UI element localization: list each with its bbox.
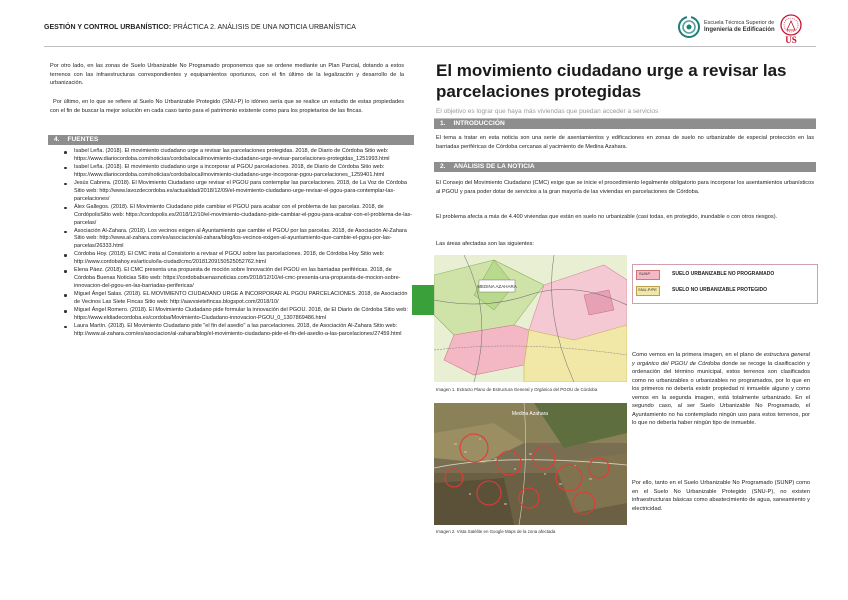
reference-item: Miguel Ángel Salas. (2018). EL MOVIMIENTO CIUDADANO URGE A INCORPORAR AL PGOU PARCELACIONES. 2018, de Asociación de Vecinos Las Siete Fincas Sitio web: http://aavvsietefincas.blogspot.com/2018/10/ (62, 291, 414, 307)
reference-item: Isabel Leña. (2018). El movimiento ciudadano urge a incorporar al PGOU parcelaciones. 2018, de Diario de Córdoba Sitio web: https://www.diariocordoba.com/noticias/cordobalocal/movimiento-ciudadano-urge-incorporar-pgou-parcelaciones_1259401.html (62, 164, 414, 180)
pgou-plan-drawing (434, 255, 627, 382)
legend-label: SUELO URBANIZABLE NO PROGRAMADO (672, 271, 775, 277)
analysis-paragraph-2: El problema afecta a más de 4.400 viviendas que están en suelo no urbanizable (casi todas, en protegido, inundable o con otros riesgos). (436, 214, 778, 220)
caption-image-1: Imagen 1. Extracto Plano de Estructura General y Orgánica del PGOU de Córdoba (436, 387, 598, 392)
section-title: ANÁLISIS DE LA NOTICIA (453, 163, 535, 170)
legend-code: SUNP (639, 271, 651, 276)
side-paragraph-1: Como vemos en la primera imagen, en el plano de estructura general y orgánico del PGOU de Córdoba donde se recoge la clasificación y ordenación del término municipal, estos terrenos son clasificados como no urbanizables o urbanizables no programados, por lo que en los primeros no debería existir propiedad ni inmueble alguno y como vemos en la segunda imagen, está totalmente urbanizado. En el segundo caso, al ser Suelo Urbanizable No Programado, el Ayuntamiento no ha contemplado ningún uso para estos terrenos, por lo que no debería haber ningún tipo de inmueble. (632, 352, 810, 427)
map-legend (632, 264, 816, 304)
reference-item: Álex Gallegos. (2018). El Movimiento Ciudadano pide cambiar el PGOU para acabar con el problema de las parcelas. 2018, de CordópolisSitio web: https://cordopolis.es/2018/12/10/el-movimiento-ciudadano-pide-cambiar-el-pgou-para-acabar-con-el-problema-de-las-parcelas/ (62, 204, 414, 228)
satellite-map (434, 403, 627, 525)
header-rule (44, 46, 816, 47)
reference-item: Asociación Al-Zahara. (2018). Los vecinos exigen al Ayuntamiento que cambie el PGOU por las parcelas. 2018, de Asociación Al-Zahara Sitio web: http://www.al-zahara.com/es/asociacion/al-zahara/blog/los-vecinos-exigen-al-ayuntamiento-que-cambie-el-pgou-por-las-parcelas/26333.html (62, 228, 414, 252)
analysis-paragraph-1: El Consejo del Movimiento Ciudadano (CMC) exige que se inicie el procedimiento legalmente obligatorio para incorporar los asentamientos urbanísticos al PGOU y para poder dotar de servicios a la gran mayoría de las viviendas en parcelaciones de Córdoba. (436, 180, 814, 195)
section-number: 4. (54, 136, 60, 143)
school-logo-icon (678, 16, 700, 38)
map1-label: MEDINA AZAHARA (477, 284, 517, 289)
section-number: 2. (440, 163, 446, 170)
reference-item: Isabel Leña. (2018). El movimiento ciudadano urge a revisar las parcelaciones protegidas. 2018, de Diario de Córdoba Sitio web: https://www.diariocordoba.com/noticias/cordobalocal/movimiento-ciudadano-urge-revisar-parcelaciones-protegidas_1251993.html (62, 148, 414, 164)
references-list (62, 148, 414, 339)
section-header-analysis (434, 162, 816, 172)
legend-code: SNU-P/PE (638, 287, 657, 292)
section-header-sources (48, 135, 414, 145)
reference-item: Elena Páez. (2018). El CMC presenta una propuesta de moción sobre Innovación del PGOU en las barriadas periféricas. 2018, de Córdoba Buenas Noticias Sitio web: https://cordobabuenasnoticias.com/2018/12/10/el-cmc-presenta-una-propuesta-de-mocion-sobre-innovacion-del-pgou-en-las-barriadas-perifericas/ (62, 267, 414, 291)
article-subtitle: El objetivo es lograr que haya más viviendas que puedan acceder a servicios (436, 108, 659, 115)
legend-label: SUELO NO URBANIZABLE PROTEGIDO (672, 287, 768, 293)
satellite-drawing (434, 403, 627, 525)
school-name: Escuela Técnica Superior de Ingeniería de Edificación (704, 20, 775, 33)
green-side-marker (412, 285, 434, 315)
reference-item: Jesús Cabrera. (2018). El Movimiento Ciudadano urge revisar el PGOU para contemplar las parcelaciones. 2018, de La Voz de Córdoba Sitio web: http://www.lavozdecordoba.es/actualidad/2018/12/09/el-movimiento-ciudadano-urge-revisar-el-pgou-para-contemplar-las-parcelaciones/ (62, 180, 414, 204)
map2-label: Medina Azahara (511, 411, 549, 417)
intro-paragraph: El tema a tratar en esta noticia son una serie de asentamientos y edificaciones en zonas de suelo no urbanizable de especial protección en las barriadas periféricas de Córdoba cercanas al yacimiento de Medina Azahara. (436, 135, 814, 150)
caption-image-2: Imagen 2. Vista Satélite en Google Maps de la zona afectada (436, 529, 556, 534)
analysis-paragraph-3: Las áreas afectadas son las siguientes: (436, 241, 534, 247)
left-paragraph-1: Por otro lado, en las zonas de Suelo Urbanizable No Programado proponemos que se ordene mediante un Plan Parcial, dotando a estos terrenos con las infraestructuras correspondientes y equipamientos oportunos, con el fin último de la legalización y desarrollo de la urbanización. (50, 63, 404, 87)
reference-item: Córdoba Hoy. (2018). El CMC insta al Consistorio a revisar el PGOU sobre las parcelaciones. 2018, de Córdoba Hoy Sitio web: http://www.cordobahoy.es/articulo/la-ciudad/cmc/20181209150525052762.html (62, 251, 414, 267)
svg-text:US: US (785, 35, 797, 44)
section-number: 1. (440, 120, 446, 127)
left-paragraph-2: Por último, en lo que se refiere al Suelo No Urbanizable Protegido (SNU-P) lo idóneo sería que se realice un estudio de estas propiedades con el fin de buscar la mejor solución en cada caso tanto para el patrimonio existente como para los propietarios de las fincas. (50, 99, 404, 114)
section-title: FUENTES (67, 136, 99, 143)
page-header (44, 24, 356, 31)
reference-item: Laura Martín. (2018). El Movimiento Ciudadano pide "el fin del asedio" a las parcelaciones. 2018, de Asociación Al-Zahara Sitio web: http://www.al-zahara.com/es/asociacion/al-zahara/blog/el-movimiento-ciudadano-pide-el-fin-del-asedio-a-las-parcelaciones/27459.html (62, 323, 414, 339)
pgou-plan-map (434, 255, 627, 382)
reference-item: Miguel Ángel Romero. (2018). El Movimiento Ciudadano pide formular la innovación del PGOU. 2018, de El Diario de Córdoba Sitio web: https://www.eldiadecordoba.es/cordoba/Movimiento-Ciudadano-innovacion-PGOU_0_1307869486.html (62, 307, 414, 323)
university-seal-icon (778, 14, 804, 44)
section-header-introduction (434, 119, 816, 129)
course-name: GESTIÓN Y CONTROL URBANÍSTICO: (44, 24, 172, 31)
side-paragraph-2: Por ello, tanto en el Suelo Urbanizable No Programado (SUNP) como en el Suelo No Urbanizable Protegido (SNU-P), no existen infraestructuras básicas como abastecimiento de agua, saneamiento y electricidad. (632, 480, 810, 512)
article-title: El movimiento ciudadano urge a revisar las parcelaciones protegidas (436, 61, 787, 101)
section-title: INTRODUCCIÓN (453, 120, 505, 127)
practice-name: PRÁCTICA 2. ANÁLISIS DE UNA NOTICIA URBANÍSTICA (173, 24, 356, 31)
